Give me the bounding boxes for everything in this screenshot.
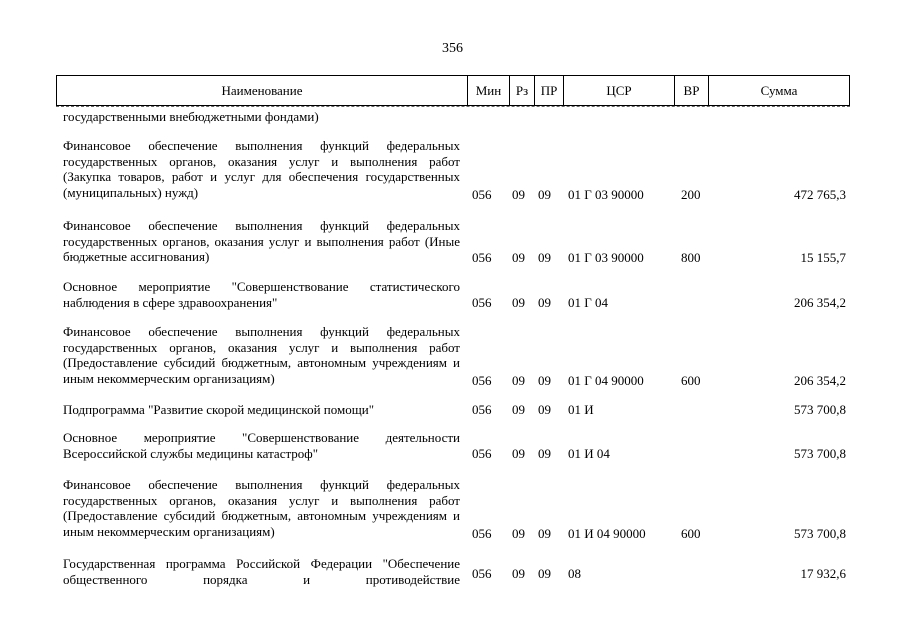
row-sum: 17 932,6 (800, 566, 846, 581)
row-csr: 01 Г 04 90000 (568, 373, 644, 388)
row-pr: 09 (538, 446, 551, 461)
header-sum: Сумма (708, 76, 849, 105)
row-csr: 01 И 04 90000 (568, 526, 646, 541)
row-pr: 09 (538, 526, 551, 541)
row-name: Подпрограмма "Развитие скорой медицинской помощи" (63, 402, 375, 417)
row-sum: 573 700,8 (794, 402, 846, 417)
header-rz: Рз (509, 76, 534, 105)
row-name: Основное мероприятие "Совершенствование деятельности Всероссийской службы медицины катастроф" (63, 430, 460, 461)
row-min: 056 (472, 373, 492, 388)
row-vr: 600 (681, 373, 701, 388)
row-rz: 09 (512, 566, 525, 581)
row-pr: 09 (538, 250, 551, 265)
row-name: Финансовое обеспечение выполнения функций федеральных государственных органов, оказания услуг и выполнения работ (Предоставление субсидий бюджетным, автономным учреждениям и иным некоммерческим организациям) (63, 477, 460, 539)
table-header (56, 75, 850, 106)
row-name: Финансовое обеспечение выполнения функций федеральных государственных органов, оказания услуг и выполнения работ (Иные бюджетные ассигнования) (63, 218, 460, 264)
row-csr: 01 Г 03 90000 (568, 250, 644, 265)
page-number: 356 (442, 41, 463, 56)
header-vr: ВР (674, 76, 708, 105)
row-min: 056 (472, 566, 492, 581)
row-csr: 01 И 04 (568, 446, 610, 461)
row-sum: 206 354,2 (794, 373, 846, 388)
row-csr: 08 (568, 566, 581, 581)
header-pr: ПР (534, 76, 563, 105)
row-rz: 09 (512, 295, 525, 310)
header-csr: ЦСР (563, 76, 674, 105)
row-vr: 600 (681, 526, 701, 541)
row-csr: 01 И (568, 402, 594, 417)
row-rz: 09 (512, 187, 525, 202)
row-pr: 09 (538, 187, 551, 202)
row-min: 056 (472, 187, 492, 202)
row-rz: 09 (512, 446, 525, 461)
row-sum: 573 700,8 (794, 446, 846, 461)
header-divider (56, 106, 850, 107)
row-vr: 800 (681, 250, 701, 265)
row-vr: 200 (681, 187, 701, 202)
row-pr: 09 (538, 566, 551, 581)
row-name: Государственная программа Российской Федерации "Обеспечение общественного порядка и противодействие (63, 556, 460, 587)
row-min: 056 (472, 402, 492, 417)
row-name: Основное мероприятие "Совершенствование статистического наблюдения в сфере здравоохранения" (63, 279, 460, 310)
row-sum: 15 155,7 (800, 250, 846, 265)
row-name: Финансовое обеспечение выполнения функций федеральных государственных органов, оказания услуг и выполнения работ (Закупка товаров, работ и услуг для обеспечения государственных (муниципальных) нужд) (63, 138, 460, 200)
row-pr: 09 (538, 373, 551, 388)
row-pr: 09 (538, 295, 551, 310)
continuation-text: государственными внебюджетными фондами) (63, 109, 319, 124)
row-csr: 01 Г 04 (568, 295, 609, 310)
row-min: 056 (472, 250, 492, 265)
row-min: 056 (472, 446, 492, 461)
row-rz: 09 (512, 373, 525, 388)
row-sum: 573 700,8 (794, 526, 846, 541)
row-rz: 09 (512, 526, 525, 541)
row-sum: 206 354,2 (794, 295, 846, 310)
row-min: 056 (472, 295, 492, 310)
header-name: Наименование (221, 82, 303, 98)
row-rz: 09 (512, 402, 525, 417)
row-min: 056 (472, 526, 492, 541)
row-name: Финансовое обеспечение выполнения функций федеральных государственных органов, оказания услуг и выполнения работ (Предоставление субсидий бюджетным, автономным учреждениям и иным некоммерческим организациям) (63, 324, 460, 386)
header-min: Мин (467, 76, 509, 105)
row-rz: 09 (512, 250, 525, 265)
row-csr: 01 Г 03 90000 (568, 187, 644, 202)
row-sum: 472 765,3 (794, 187, 846, 202)
row-pr: 09 (538, 402, 551, 417)
